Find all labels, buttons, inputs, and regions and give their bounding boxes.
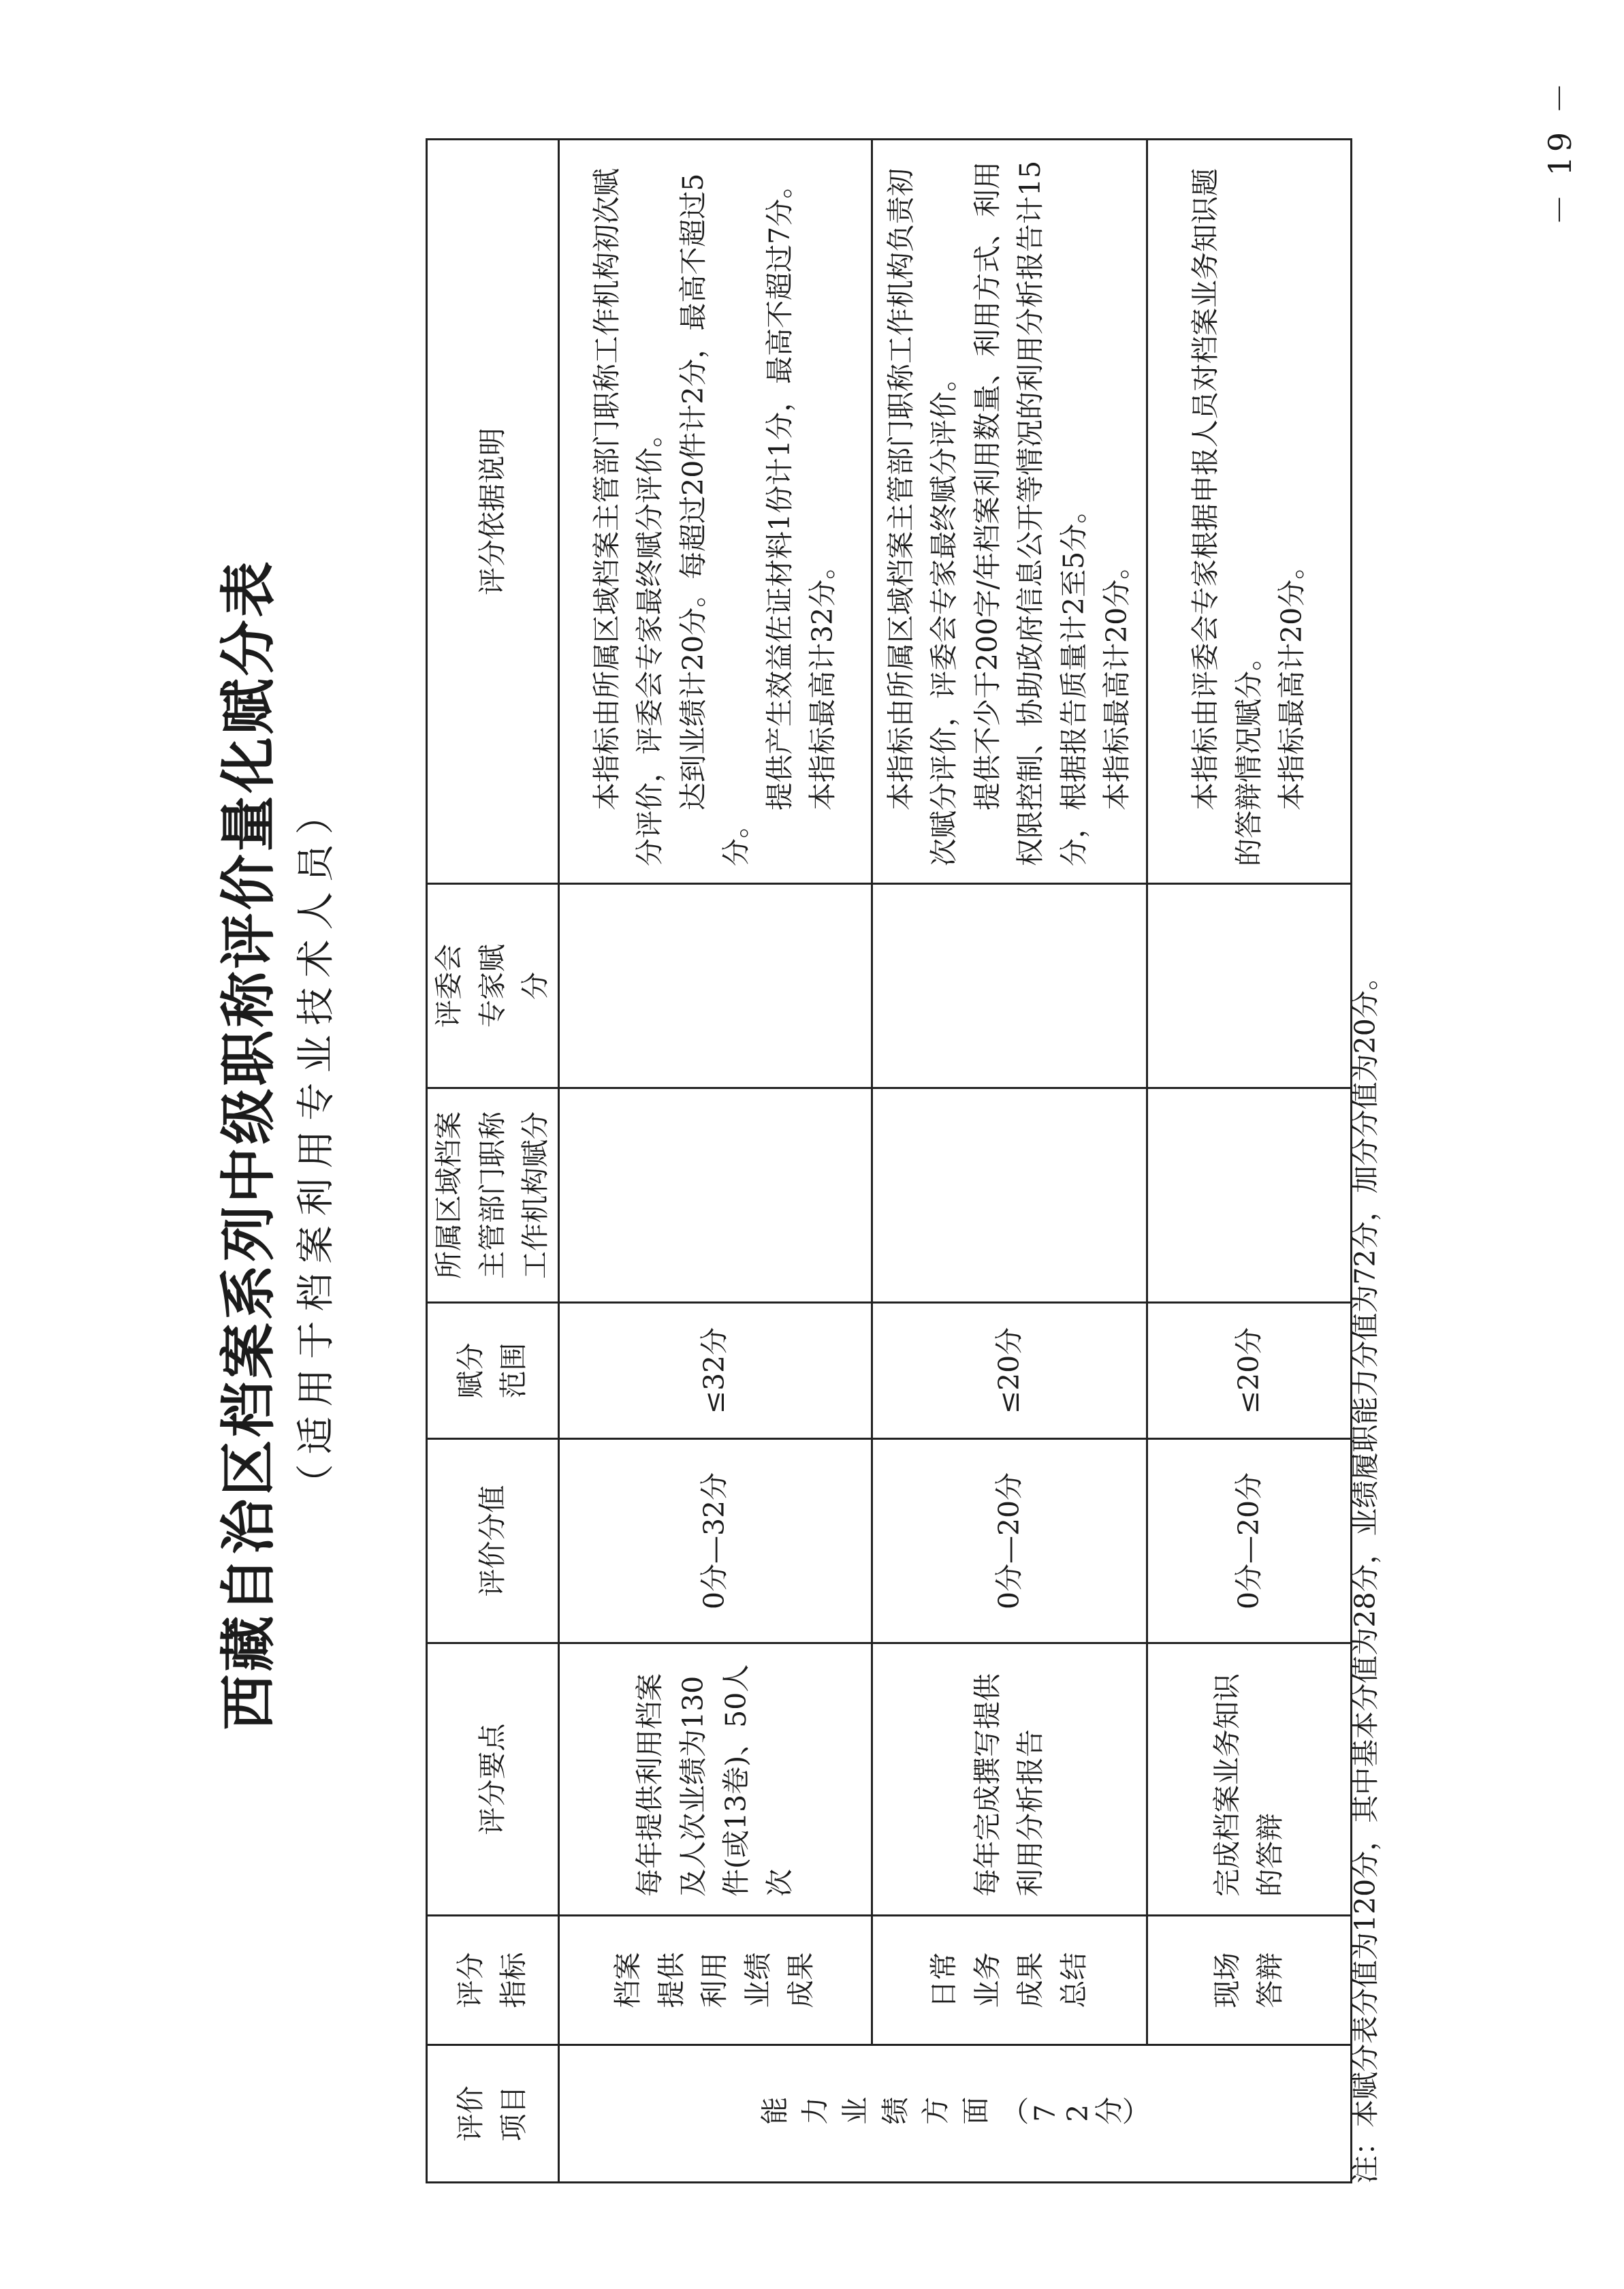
project-label: 能力业绩方面	[759, 2096, 1001, 2130]
header-indicator: 评分指标	[427, 1916, 559, 2045]
header-score-value: 评价分值	[427, 1439, 559, 1643]
basis-line: 提供不少于200字/年档案利用数量、利用方式、利用权限控制、协助政府信息公开等情况的利用分析报告计15分，根据报告质量计2至5分。	[970, 160, 1090, 866]
basis-line: 达到业绩计20分。每超过20件计2分，最高不超过5分。	[676, 173, 753, 866]
project-cell	[558, 2045, 1351, 2183]
basis-line: 提供产生效益佐证材料1份计1分，最高不超过7分。	[763, 170, 796, 810]
indicator-cell: 档案提供利用业绩成果	[558, 1916, 872, 2045]
indicator-cell: 现场答辩	[1147, 1916, 1351, 2045]
dept-score-cell	[872, 1088, 1147, 1303]
key-points-cell: 完成档案业务知识的答辩	[1147, 1643, 1351, 1916]
header-key-points: 评分要点	[427, 1643, 559, 1916]
header-basis: 评分依据说明	[427, 140, 559, 884]
table-row	[1147, 140, 1351, 2183]
basis-line: 本指标最高计20分。	[1275, 551, 1309, 810]
table-row	[558, 140, 872, 2183]
basis-cell	[1147, 140, 1351, 884]
basis-line: 本指标最高计32分。	[806, 551, 840, 810]
score-range-cell: ≤32分	[558, 1303, 872, 1439]
committee-score-cell	[1147, 884, 1351, 1088]
dept-score-cell	[558, 1088, 872, 1303]
committee-score-cell	[558, 884, 872, 1088]
table-header-row	[427, 140, 559, 2183]
header-project: 评价项目	[427, 2045, 559, 2183]
scoring-table	[426, 138, 1352, 2183]
header-score-range: 赋分范围	[427, 1303, 559, 1439]
score-range-cell: ≤20分	[872, 1303, 1147, 1439]
project-points: （72分）	[1000, 2096, 1150, 2130]
score-value-cell: 0分—20分	[872, 1439, 1147, 1643]
basis-line: 本指标由评委会专家根据申报人员对档案业务知识题的答辩情况赋分。	[1189, 168, 1265, 866]
table-row	[872, 140, 1147, 2183]
committee-score-cell	[872, 884, 1147, 1088]
key-points-cell: 每年完成撰写提供利用分析报告	[872, 1643, 1147, 1916]
basis-cell	[872, 140, 1147, 884]
basis-line: 本指标最高计20分。	[1100, 551, 1134, 810]
header-dept-score: 所属区域档案主管部门职称工作机构赋分	[427, 1088, 559, 1303]
page-subtitle: （适用于档案利用专业技术人员）	[294, 787, 338, 1502]
basis-line: 本指标由所属区域档案主管部门职称工作机构初次赋分评价，评委会专家最终赋分评价。	[590, 168, 667, 866]
dept-score-cell	[1147, 1088, 1351, 1303]
page-title: 西藏自治区档案系列中级职称评价量化赋分表	[216, 558, 281, 1731]
header-committee-score: 评委会专家赋分	[427, 884, 559, 1088]
table-note: 注：本赋分表分值为120分，其中基本分值为28分，业绩履职能力分值为72分，加分分值为20分。	[1349, 962, 1382, 2183]
page-number: － 19 －	[1542, 78, 1578, 225]
score-range-cell: ≤20分	[1147, 1303, 1351, 1439]
score-value-cell: 0分—20分	[1147, 1439, 1351, 1643]
basis-cell	[558, 140, 872, 884]
basis-line: 本指标由所属区域档案主管部门职称工作机构负责初次赋分评价，评委会专家最终赋分评价。	[884, 168, 961, 866]
key-points-cell: 每年提供利用档案及人次业绩为130件(或13卷)、50人次	[558, 1643, 872, 1916]
indicator-cell: 日常业务成果总结	[872, 1916, 1147, 2045]
score-value-cell: 0分—32分	[558, 1439, 872, 1643]
